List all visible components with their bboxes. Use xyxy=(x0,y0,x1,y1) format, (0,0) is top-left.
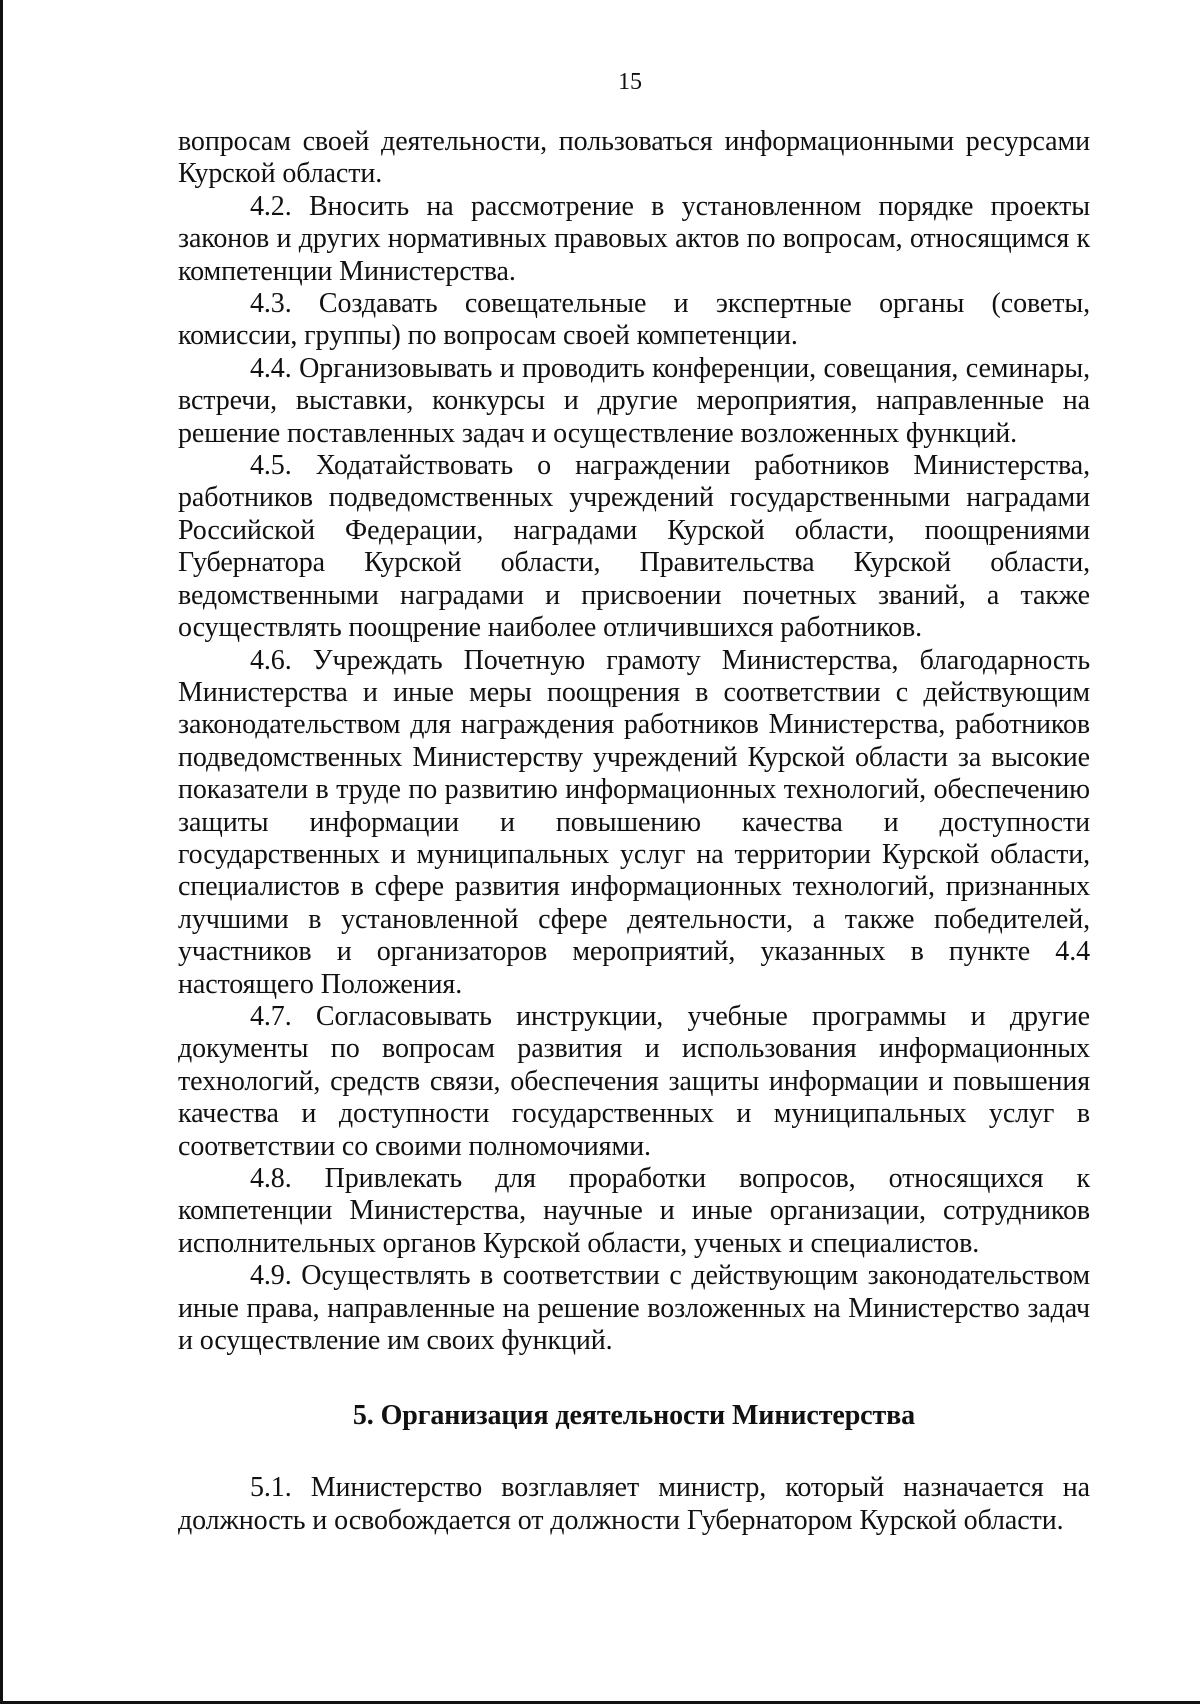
paragraph-4-8: 4.8. Привлекать для проработки вопросов, относящихся к компетенции Министерства, научные и иные организации, сотрудников исполнительных органов Курской области, ученых и специалистов. xyxy=(178,1163,1090,1259)
paragraph-4-2: 4.2. Вносить на рассмотрение в установленном порядке проекты законов и других нормативных правовых актов по вопросам, относящимся к компетенции Министерства. xyxy=(178,190,1090,287)
paragraph-4-3: 4.3. Создавать совещательные и экспертные органы (советы, комиссии, группы) по вопросам своей компетенции. xyxy=(178,288,1090,352)
paragraph-4-5: 4.5. Ходатайствовать о награждении работников Министерства, работников подведомственных учреждений государственными наградами Российской Федерации, наградами Курской области, поощрениями Губернатора Курской области, Правительства Курской области, ведомственными наградами и присвоении почетных званий, а также осуществлять поощрение наиболее отличившихся работников. xyxy=(178,450,1090,644)
paragraph-4-4: 4.4. Организовывать и проводить конференции, совещания, семинары, встречи, выставки, конкурсы и другие мероприятия, направленные на решение поставленных задач и осуществление возложенных функций. xyxy=(178,352,1090,449)
paragraph-4-9: 4.9. Осуществлять в соответствии с действующим законодательством иные права, направленные на решение возложенных на Министерство задач и осуществление им своих функций. xyxy=(178,1260,1090,1357)
paragraph-4-7: 4.7. Согласовывать инструкции, учебные программы и другие документы по вопросам развития и использования информационных технологий, средств связи, обеспечения защиты информации и повышения качества и доступности государственных и муниципальных услуг в соответствии со своими полномочиями. xyxy=(178,1000,1090,1162)
paragraph-4-6: 4.6. Учреждать Почетную грамоту Министерства, благодарность Министерства и иные меры поощрения в соответствии с действующим законодательством для награждения работников Министерства, работников подведомственных Министерству учреждений Курской области за высокие показатели в труде по развитию информационных технологий, обеспечению защиты информации и повышению качества и доступности государственных и муниципальных услуг на территории Курской области, специалистов в сфере развития информационных технологий, признанных лучшими в установленной сфере деятельности, а также победителей, участников и организаторов мероприятий, указанных в пункте 4.4 настоящего Положения. xyxy=(178,644,1090,1000)
scan-left-edge xyxy=(0,0,3,1704)
section-heading: 5. Организация деятельности Министерства xyxy=(352,1400,916,1432)
page-number: 15 xyxy=(618,69,642,95)
document-body xyxy=(178,126,1090,1537)
paragraph-continuation: вопросам своей деятельности, пользоваться информационными ресурсами Курской области. xyxy=(178,126,1090,190)
paragraph-5-1: 5.1. Министерство возглавляет министр, который назначается на должность и освобождается от должности Губернатором Курской области. xyxy=(178,1472,1090,1536)
